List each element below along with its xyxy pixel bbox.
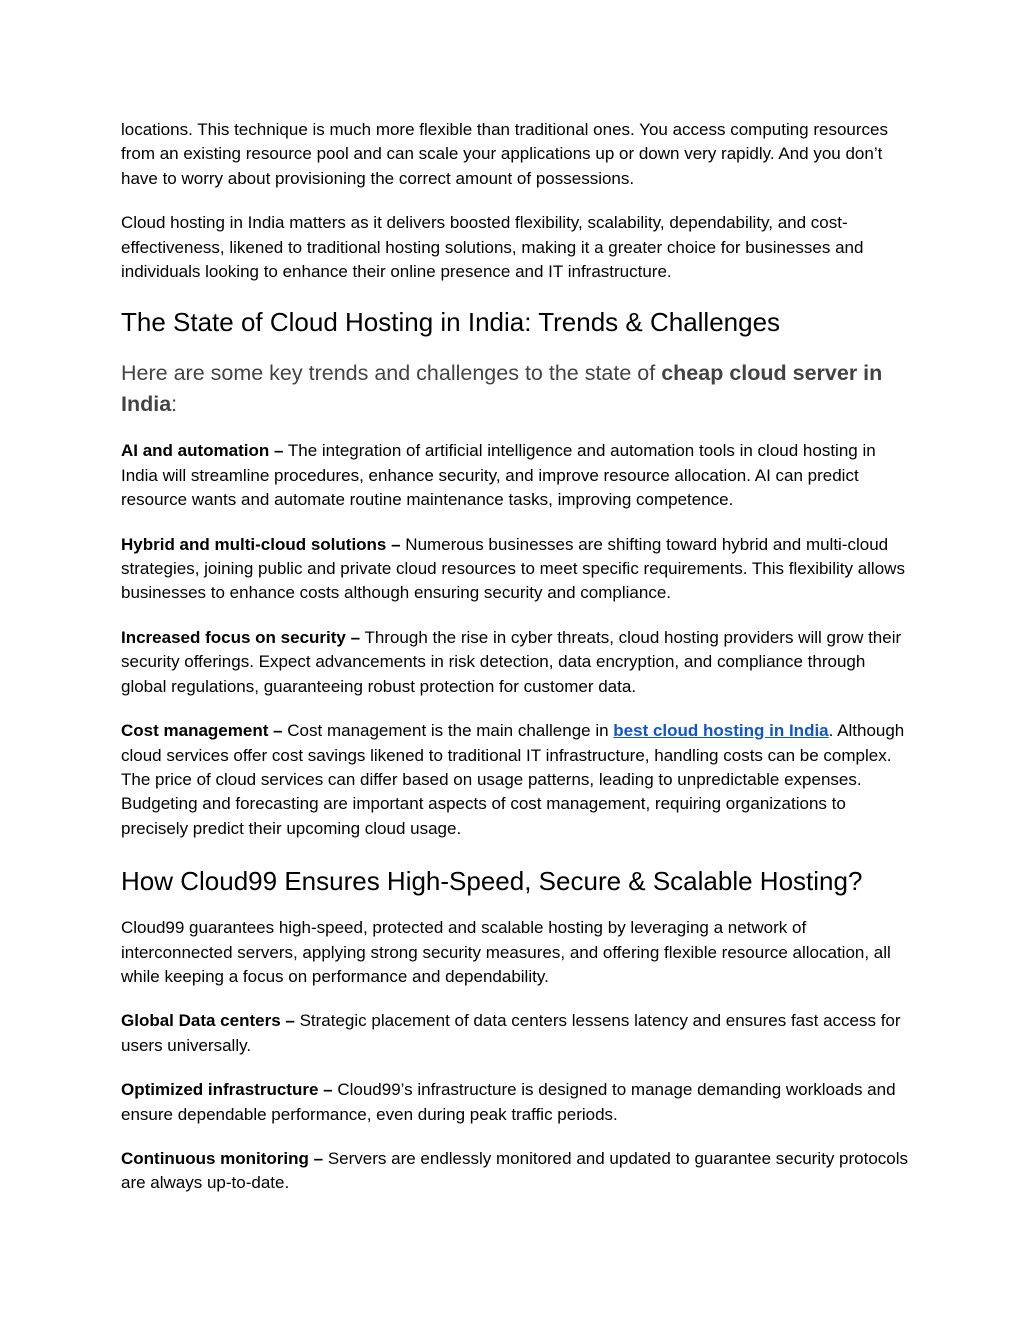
trend-item-text: Numerous businesses are shifting toward hybrid and multi-cloud strategies, joining public and private cloud resources to meet specific requirements. This flexibility allows businesses to enhance costs although ensuring security and compliance. (121, 534, 905, 603)
cloud99-heading: How Cloud99 Ensures High-Speed, Secure & Scalable Hosting? (121, 866, 863, 897)
cloud99-item-infrastructure (121, 1078, 914, 1127)
trends-subheading-text: Here are some key trends and challenges to the state of (121, 361, 662, 386)
trend-item-ai (121, 439, 914, 512)
cloud99-item-title: Optimized infrastructure – (121, 1080, 333, 1100)
cloud99-item-datacenters (121, 1009, 914, 1058)
trend-item-title: AI and automation – (121, 441, 284, 461)
cloud99-item-title: Continuous monitoring – (121, 1148, 324, 1168)
cloud99-item-text: Strategic placement of data centers lessens latency and ensures fast access for users universally. (121, 1011, 901, 1055)
trend-item-cost (121, 719, 914, 841)
intro-paragraph-2: Cloud hosting in India matters as it delivers boosted flexibility, scalability, dependability, and cost-effectiveness, likened to traditional hosting solutions, making it a greater choice for businesses and individuals looking to enhance their online presence and IT infrastructure. (121, 213, 864, 282)
trend-item-title: Increased focus on security – (121, 627, 361, 647)
trends-subheading-end: : (171, 392, 178, 417)
trends-subheading (121, 358, 914, 420)
trend-item-text: The integration of artificial intelligence and automation tools in cloud hosting in India will streamline procedures, enhance security, and improve resource allocation. AI can predict resource wants and automate routine maintenance tasks, improving competence. (121, 441, 876, 510)
cloud99-item-monitoring (121, 1147, 914, 1196)
cloud99-intro: Cloud99 guarantees high-speed, protected and scalable hosting by leveraging a network of interconnected servers, applying strong security measures, and offering flexible resource allocation, all while keeping a focus on performance and dependability. (121, 918, 891, 986)
trend-item-hybrid (121, 533, 914, 606)
cloud99-item-text: Cloud99’s infrastructure is designed to manage demanding workloads and ensure dependable performance, even during peak traffic periods. (121, 1080, 896, 1124)
trend-item-title: Cost management – (121, 721, 283, 741)
cloud99-item-title: Global Data centers – (121, 1011, 295, 1031)
intro-paragraph-1: locations. This technique is much more flexible than traditional ones. You access computing resources from an existing resource pool and can scale your applications up or down very rapidly. And you don’t have to worry about provisioning the correct amount of possessions. (121, 120, 889, 188)
trends-heading: The State of Cloud Hosting in India: Trends & Challenges (121, 307, 781, 338)
trend-item-text: Through the rise in cyber threats, cloud hosting providers will grow their security offerings. Expect advancements in risk detection, data encryption, and compliance through global regulations, guaranteeing robust protection for customer data. (121, 627, 902, 696)
trend-item-security (121, 626, 914, 699)
cloud99-item-text: Servers are endlessly monitored and updated to guarantee security protocols are always up-to-date. (121, 1148, 909, 1193)
best-cloud-hosting-link[interactable]: best cloud hosting in India (613, 721, 829, 741)
trend-item-text-before: Cost management is the main challenge in (282, 721, 614, 741)
trends-subheading-bold: cheap cloud server in India (121, 361, 883, 417)
trend-item-title: Hybrid and multi-cloud solutions – (121, 534, 401, 554)
trend-item-text-after: . Although cloud services offer cost savings likened to traditional IT infrastructure, handling costs can be complex. The price of cloud services can differ based on usage patterns, leading to unpredictable expenses. Budgeting and forecasting are important aspects of cost management, requiring organizations to precisely predict their upcoming cloud usage. (121, 721, 905, 838)
